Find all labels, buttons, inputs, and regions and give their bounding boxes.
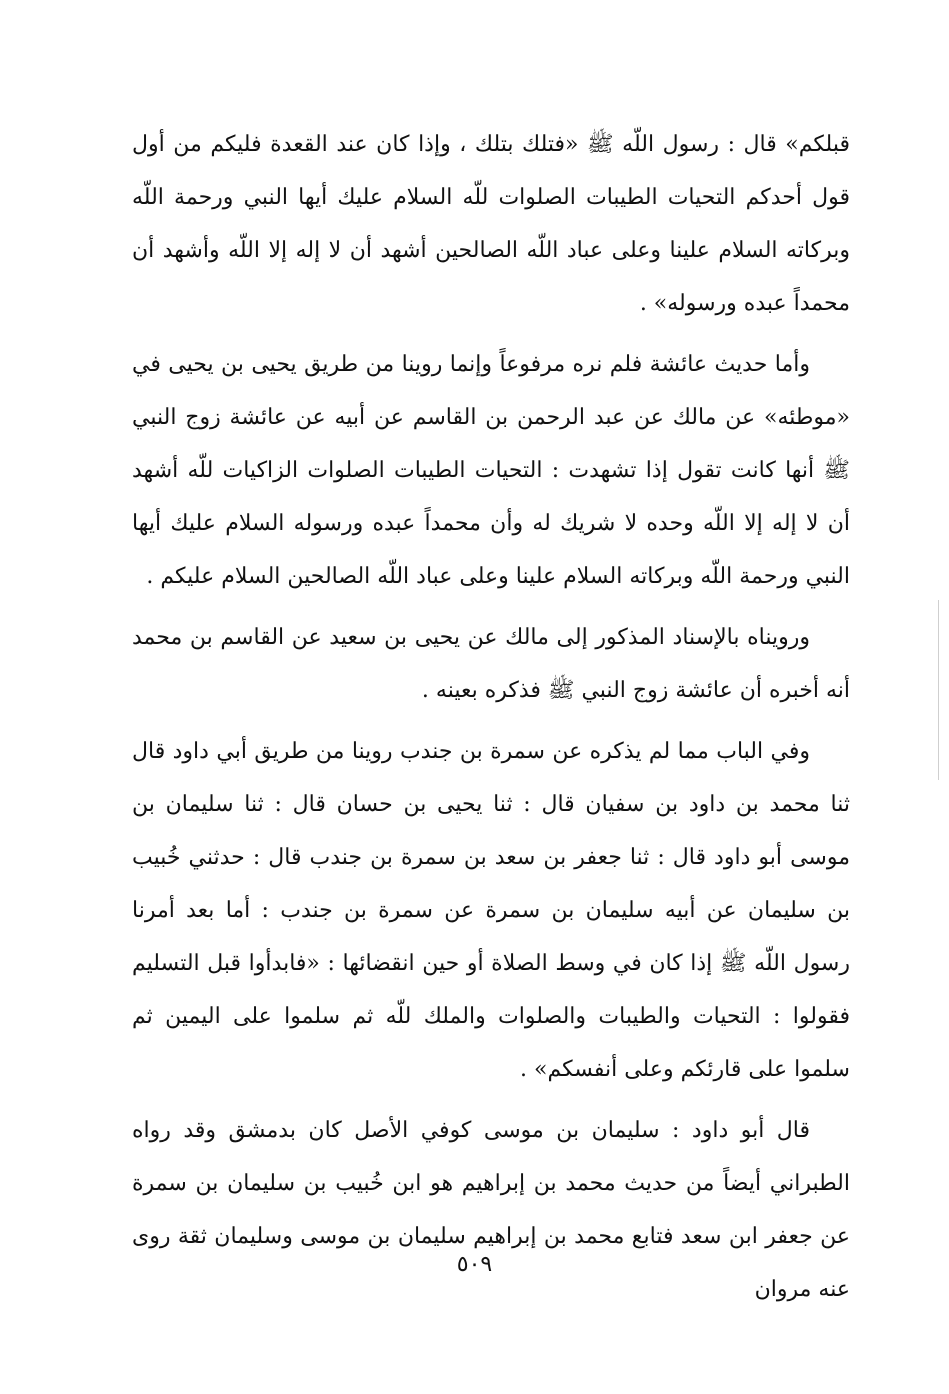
paragraph-3: ورويناه بالإسناد المذكور إلى مالك عن يحيى بن سعيد عن القاسم بن محمد أنه أخبره أن عائشة زوج النبي ﷺ فذكره بعينه . [132,625,850,703]
main-text [132,118,850,1324]
scan-edge-mark [938,600,939,780]
paragraph-4: وفي الباب مما لم يذكره عن سمرة بن جندب روينا من طريق أبي داود قال ثنا محمد بن داود بن سفيان قال : ثنا يحيى بن حسان قال : ثنا سليمان بن موسى أبو داود قال : ثنا جعفر بن سعد بن سمرة بن جندب قال : حدثني خُبيب بن سليمان عن أبيه سليمان بن سمرة عن سمرة بن جندب : أما بعد أمرنا رسول اللّه ﷺ إذا كان في وسط الصلاة أو حين انقضائها : «فابدأوا قبل التسليم فقولوا : التحيات والطيبات والصلوات والملك للّه ثم سلموا على اليمين ثم سلموا على قارئكم وعلى أنفسكم» . [132,739,850,1082]
paragraph-1: قبلكم» قال : رسول اللّه ﷺ «فتلك بتلك ، وإذا كان عند القعدة فليكم من أول قول أحدكم التحيات الطيبات الصلوات للّه السلام عليك أيها النبي ورحمة اللّه وبركاته السلام علينا وعلى عباد اللّه الصالحين أشهد أن لا إله إلا اللّه وأشهد أن محمداً عبده ورسوله» . [132,132,850,316]
paragraph-2: وأما حديث عائشة فلم نره مرفوعاً وإنما روينا من طريق يحيى بن يحيى في «موطئه» عن مالك عن عبد الرحمن بن القاسم عن أبيه عن عائشة زوج النبي ﷺ أنها كانت تقول إذا تشهدت : التحيات الطيبات الصلوات الزاكيات للّه أشهد أن لا إله إلا اللّه وحده لا شريك له وأن محمداً عبده ورسوله السلام عليك أيها النبي ورحمة اللّه وبركاته السلام علينا وعلى عباد اللّه الصالحين السلام عليكم . [132,352,850,589]
paragraph-5: قال أبو داود : سليمان بن موسى كوفي الأصل كان بدمشق وقد رواه الطبراني أيضاً من حديث محمد بن إبراهيم هو ابن خُبيب بن سليمان بن سمرة عن جعفر ابن سعد فتابع محمد بن إبراهيم سليمان بن موسى وسليمان ثقة روى عنه مروان [132,1118,850,1302]
page-number: ٥٠٩ [456,1252,493,1277]
